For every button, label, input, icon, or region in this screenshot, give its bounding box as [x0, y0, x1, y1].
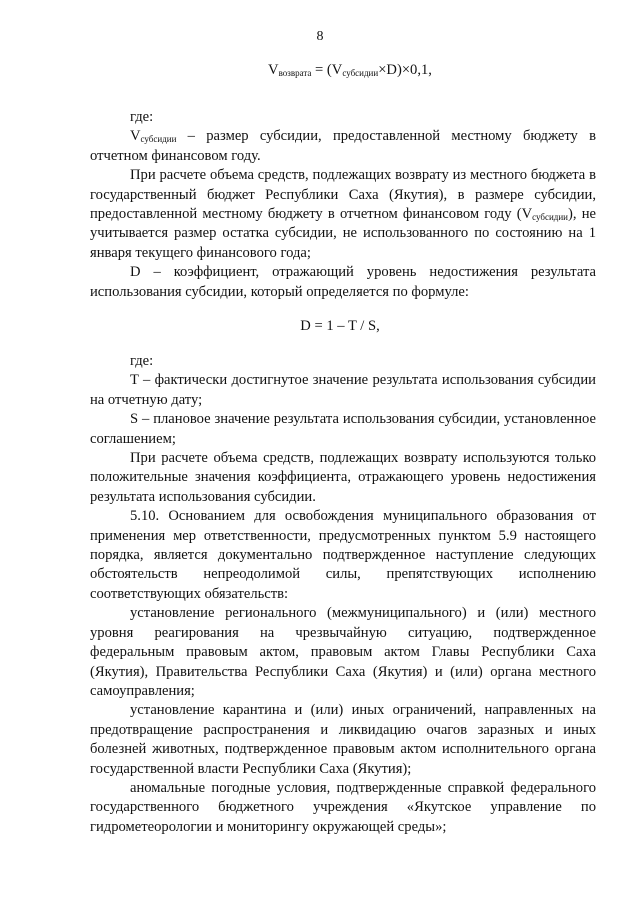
text-block-1 — [90, 108, 596, 302]
text-block-2 — [90, 352, 596, 837]
circumstance-item-3: аномальные погодные условия, подтвержденные справкой федерального государственного бюджетного учреждения «Якутское управление по гидрометеорологии и мониторингу окружающей среды»; — [90, 779, 596, 835]
where-label-2: где: — [130, 353, 154, 369]
v-subscript: субсидии — [140, 134, 177, 145]
circumstance-item-1: установление регионального (межмуниципального) и (или) местного уровня реагирования на чрезвычайную ситуацию, подтвержденное федеральным правовым актом, правовым актом Главы Республики Саха (Якутия), Правительства Республики Саха (Якутия) и (или) органа местного самоуправления; — [90, 605, 596, 699]
clause-5-10: 5.10. Основанием для освобождения муниципального образования от применения мер ответственности, предусмотренных пунктом 5.9 настоящего порядка, является документально подтвержденное наступление следующих обстоятельств непреодолимой силы, препятствующих исполнению соответствующих обязательств: — [90, 508, 596, 602]
page-number: 8 — [316, 29, 324, 44]
s-definition: S – плановое значение результата использования субсидии, установленное соглашением; — [90, 411, 596, 447]
d-coefficient-definition: D – коэффициент, отражающий уровень недостижения результата использования субсидии, который определяется по формуле: — [90, 264, 596, 300]
calculation-paragraph — [90, 166, 596, 263]
formula-v-subscript: возврата — [278, 68, 312, 78]
where-label: где: — [130, 109, 154, 125]
t-definition: T – фактически достигнутое значение результата использования субсидии на отчетную дату; — [90, 372, 596, 408]
circumstance-item-2: установление карантина и (или) иных ограничений, направленных на предотвращение распространения и ликвидацию очагов заразных и иных болезней животных, подтвержденное правовым актом исполнительного органа государственной власти Республики Саха (Якутия); — [90, 702, 596, 777]
calculation-tail: ), не учитывается размер остатка субсидии, не использованного по состоянию на 1 января текущего финансового года; — [90, 206, 596, 261]
calculation-subscript: субсидии — [532, 212, 568, 223]
v-subsidy-definition — [90, 127, 596, 166]
formula-subsidy-subscript: субсидии — [342, 68, 379, 78]
formula-v: V — [268, 62, 279, 78]
calculation-text: При расчете объема средств, подлежащих возврату из местного бюджета в государственный бюджет Республики Саха (Якутия), в размере субсидии, предоставленной местному бюджету в отчетном финансовом году (V — [90, 167, 596, 223]
formula-eq: = (V — [311, 62, 343, 78]
return-volume-formula — [0, 62, 640, 79]
v-symbol: V — [130, 128, 141, 145]
positive-values-paragraph: При расчете объема средств, подлежащих возврату используются только положительные значения коэффициента, отражающего уровень недостижения результата использования субсидии. — [90, 450, 596, 505]
formula-tail: ×D)×0,1, — [378, 62, 432, 78]
v-definition-text: – размер субсидии, предоставленной местному бюджету в отчетном финансовом году. — [90, 128, 596, 164]
coefficient-formula: D = 1 – T / S, — [300, 318, 380, 334]
